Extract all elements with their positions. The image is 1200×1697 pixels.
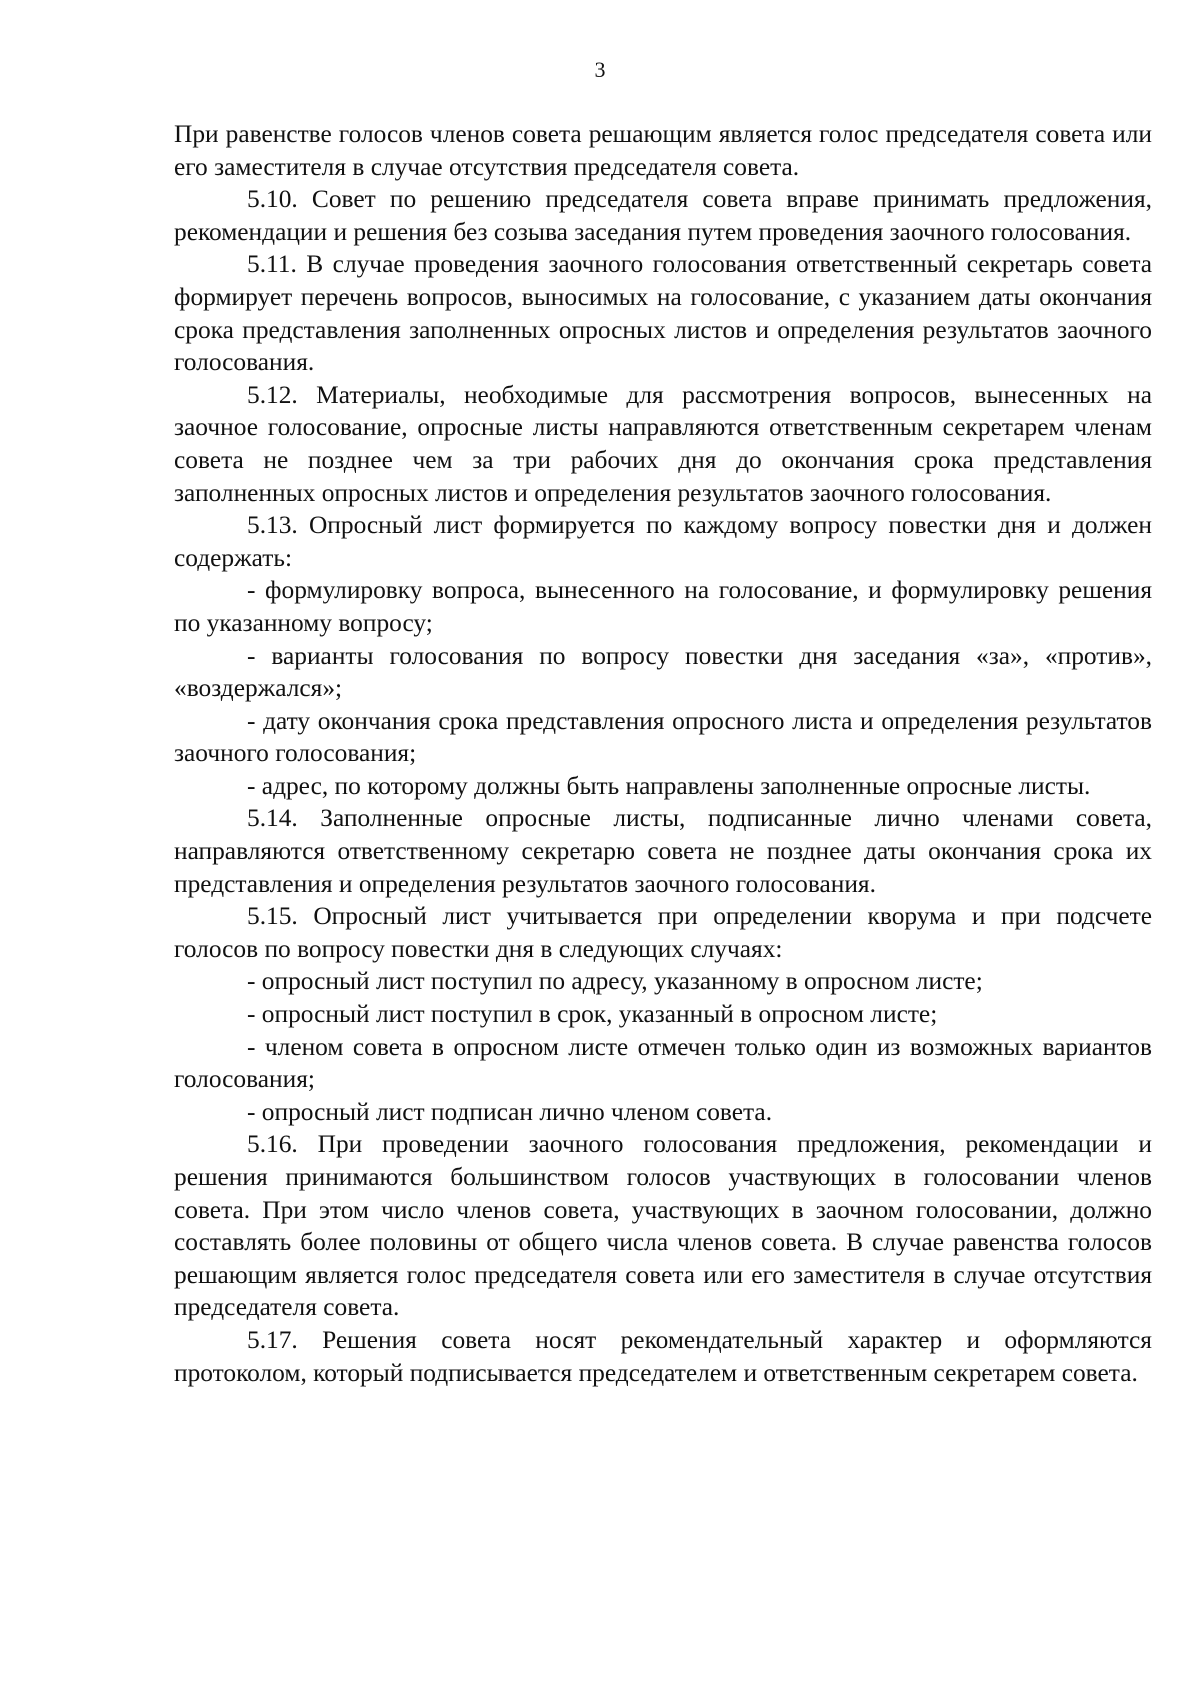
list-item-address: - адрес, по которому должны быть направлены заполненные опросные листы. bbox=[247, 771, 1091, 800]
list-item-deadline: - дату окончания срока представления опросного листа и определения результатов заочного голосования; bbox=[174, 706, 1152, 768]
paragraph-5-15: 5.15. Опросный лист учитывается при определении кворума и при подсчете голосов по вопросу повестки дня в следующих случаях: bbox=[174, 902, 1152, 963]
paragraph-tie-vote-rule: При равенстве голосов членов совета решающим является голос председателя совета или его заместителя в случае отсутствия председателя совета. bbox=[174, 120, 1152, 181]
list-item-signed-personally: - опросный лист подписан лично членом совета. bbox=[247, 1097, 773, 1126]
list-item-voting-options: - варианты голосования по вопросу повестки дня заседания «за», «против», «воздержался»; bbox=[174, 641, 1152, 703]
list-item-received-on-time: - опросный лист поступил в срок, указанный в опросном листе; bbox=[247, 1000, 938, 1029]
paragraph-5-17: 5.17. Решения совета носят рекомендательный характер и оформляются протоколом, который подписывается председателем и ответственным секретарем совета. bbox=[174, 1325, 1152, 1387]
paragraph-5-16: 5.16. При проведении заочного голосования предложения, рекомендации и решения принимаются большинством голосов участвующих в голосовании членов совета. При этом число членов совета, участвующих в заочном голосовании, должно составлять более половины от общего числа членов совета. В случае равенства голосов решающим является голос председателя совета или его заместителя в случае отсутствия председателя совета. bbox=[174, 1130, 1152, 1322]
paragraph-5-11: 5.11. В случае проведения заочного голосования ответственный секретарь совета формирует перечень вопросов, выносимых на голосование, с указанием даты окончания срока представления заполненных опросных листов и определения результатов заочного голосования. bbox=[174, 250, 1152, 377]
paragraph-5-14: 5.14. Заполненные опросные листы, подписанные лично членами совета, направляются ответственному секретарю совета не позднее даты окончания срока их представления и определения результатов заочного голосования. bbox=[174, 804, 1152, 898]
paragraph-5-13: 5.13. Опросный лист формируется по каждому вопросу повестки дня и должен содержать: bbox=[174, 511, 1152, 572]
document-body bbox=[174, 118, 1152, 1389]
paragraph-5-10: 5.10. Совет по решению председателя совета вправе принимать предложения, рекомендации и решения без созыва заседания путем проведения заочного голосования. bbox=[174, 185, 1152, 246]
page-number: 3 bbox=[594, 57, 606, 82]
list-item-question-wording: - формулировку вопроса, вынесенного на голосование, и формулировку решения по указанному вопросу; bbox=[174, 576, 1152, 637]
list-item-received-at-address: - опросный лист поступил по адресу, указанному в опросном листе; bbox=[247, 967, 983, 996]
list-item-single-option-marked: - членом совета в опросном листе отмечен только один из возможных вариантов голосования; bbox=[174, 1032, 1152, 1094]
paragraph-5-12: 5.12. Материалы, необходимые для рассмотрения вопросов, вынесенных на заочное голосование, опросные листы направляются ответственным секретарем членам совета не позднее чем за три рабочих дня до окончания срока представления заполненных опросных листов и определения результатов заочного голосования. bbox=[174, 380, 1152, 507]
